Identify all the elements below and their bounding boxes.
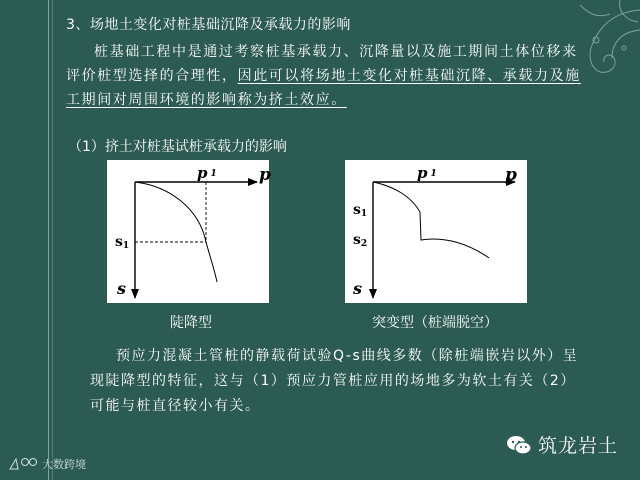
s1-label: s1 — [115, 234, 130, 251]
brand-name: 筑龙岩土 — [537, 435, 618, 457]
q-s-curve — [135, 182, 217, 282]
section-title: 3、场地土变化对桩基础沉降及承载力的影响 — [66, 17, 351, 33]
p1-label: p 1 — [417, 164, 437, 182]
conclusion-paragraph — [90, 344, 590, 419]
s-label: s — [353, 279, 363, 298]
subsection-title: （1）挤土对桩基试桩承载力的影响 — [68, 139, 287, 155]
sudden-change-diagram — [345, 160, 527, 303]
s2-label: s2 — [353, 232, 368, 249]
intro-paragraph — [66, 40, 586, 112]
footer-text: 大数跨境 — [42, 458, 86, 471]
left-divider-line — [48, 0, 49, 480]
intro-underlined-text: 因此可以将场地土变化对桩基础沉降、承载力及施工期间对周围环境的影响称为挤土效应。 — [66, 68, 581, 108]
p1-label: p 1 — [197, 164, 217, 182]
steep-drop-caption: 陡降型 — [170, 315, 212, 331]
sudden-change-chart — [345, 160, 527, 303]
steep-drop-chart — [107, 160, 269, 303]
p-label: p — [259, 165, 271, 185]
left-divider-line-inner — [52, 0, 53, 480]
steep-drop-diagram — [107, 160, 269, 303]
s1-label: s1 — [353, 202, 368, 219]
footer-logo-icon — [8, 457, 38, 471]
s-label: s — [117, 279, 127, 298]
brand-logo — [506, 431, 618, 458]
conclusion-text: 预应力混凝土管桩的静载荷试验Q-s曲线多数（除桩端嵌岩以外）呈现陡降型的特征，这与（1）预应力管桩应用的场地多为软土有关（2）可能与桩直径较小有关。 — [90, 348, 579, 414]
wechat-icon — [506, 434, 532, 456]
intro-text: 桩基础工程中是通过考察桩基承载力、沉降量以及施工期间土体位移来评价桩型选择的合理性， — [66, 44, 578, 84]
sudden-change-caption: 突变型（桩端脱空） — [372, 315, 498, 331]
q-s-curve — [373, 182, 489, 258]
footer-logo — [8, 456, 86, 472]
p-label: p — [505, 165, 517, 185]
